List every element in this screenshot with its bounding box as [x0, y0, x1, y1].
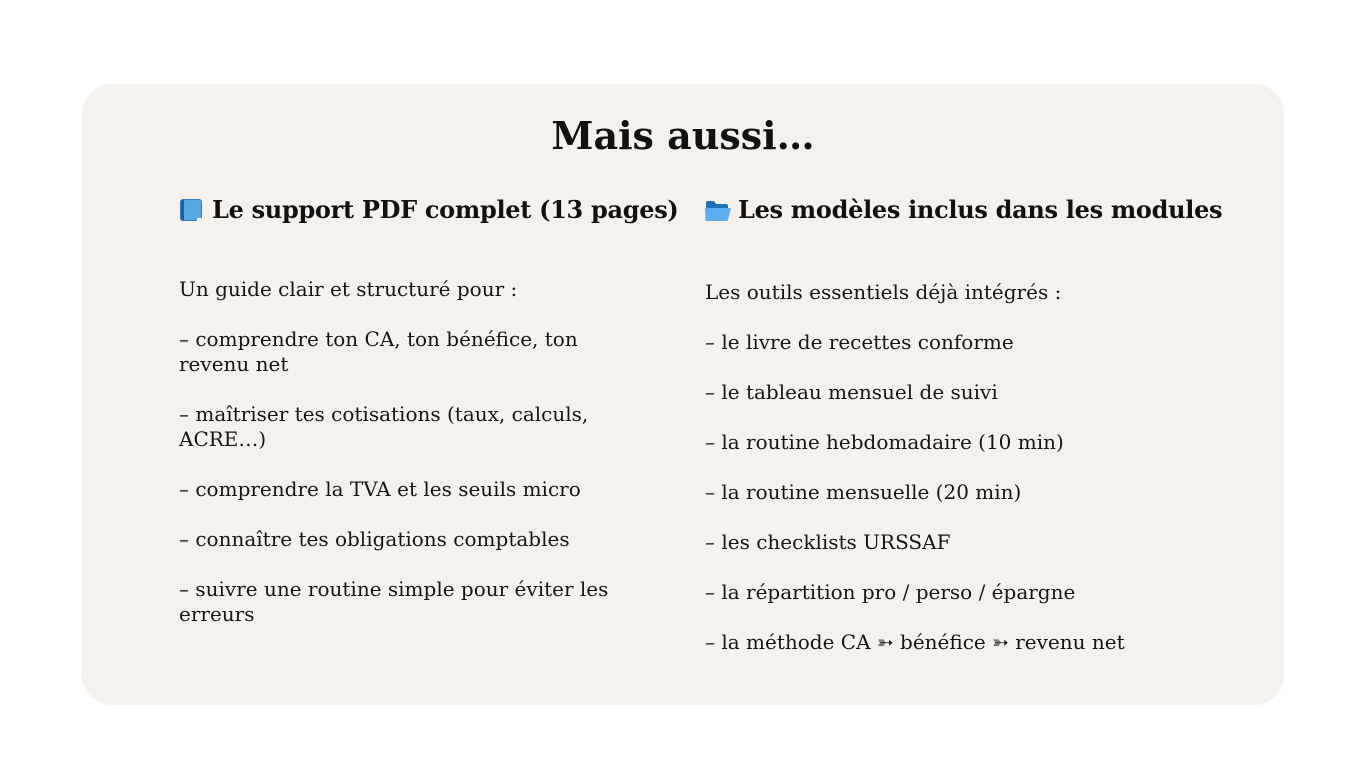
list-item: – connaître tes obligations comptables [179, 527, 570, 551]
list-item: – le livre de recettes conforme [705, 330, 1014, 354]
list-item: – la méthode CA ➳ bénéfice ➳ revenu net [705, 630, 1125, 654]
list-item: – maîtriser tes cotisations (taux, calculs, ACRE…) [179, 402, 589, 451]
models-intro: Les outils essentiels déjà intégrés : [705, 280, 1062, 304]
list-item: – la routine hebdomadaire (10 min) [705, 430, 1064, 454]
list-item: – suivre une routine simple pour éviter les erreurs [179, 577, 609, 626]
models-list [705, 280, 1225, 680]
blue-book-icon [178, 197, 204, 223]
list-item: – la répartition pro / perso / épargne [705, 580, 1076, 604]
pdf-support-heading-label: Le support PDF complet (13 pages) [212, 195, 679, 224]
models-heading [704, 192, 1222, 228]
models-heading-label: Les modèles inclus dans les modules [738, 195, 1223, 224]
list-item: – la routine mensuelle (20 min) [705, 480, 1022, 504]
pdf-support-intro: Un guide clair et structuré pour : [179, 277, 518, 301]
list-item: – comprendre la TVA et les seuils micro [179, 477, 581, 501]
open-folder-icon [704, 197, 730, 223]
list-item: – les checklists URSSAF [705, 530, 951, 554]
list-item: – le tableau mensuel de suivi [705, 380, 998, 404]
page-title: Mais aussi… [551, 113, 815, 158]
pdf-support-list [179, 277, 629, 652]
list-item: – comprendre ton CA, ton bénéfice, ton revenu net [179, 327, 578, 376]
pdf-support-heading [178, 192, 678, 228]
